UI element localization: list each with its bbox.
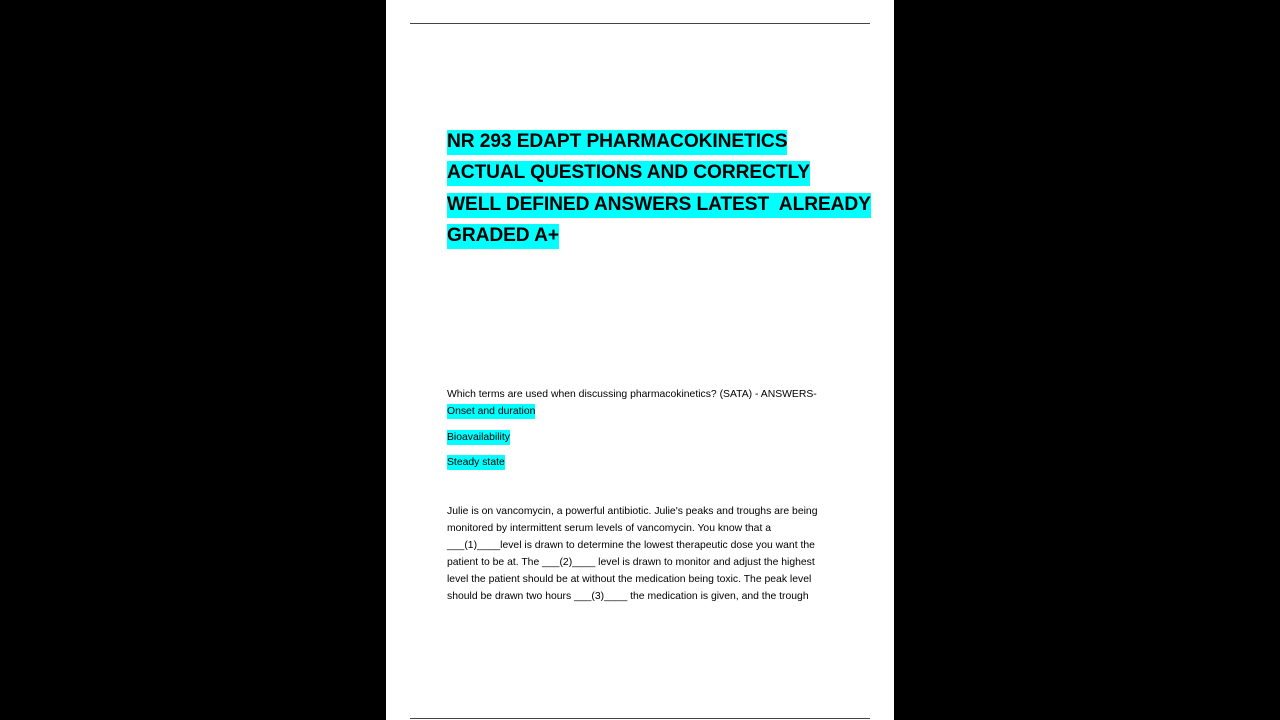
- question-1: [447, 386, 867, 480]
- footer-rule: [410, 718, 870, 719]
- question-2-line: should be drawn two hours ___(3)____ the medication is given, and the trough: [447, 590, 809, 602]
- document-page: [386, 0, 894, 720]
- answer-row: [447, 429, 867, 455]
- answer-onset-duration: Onset and duration: [447, 406, 536, 417]
- question-2-line: Julie is on vancomycin, a powerful antibiotic. Julie's peaks and troughs are being: [447, 506, 818, 517]
- title-line-1: NR 293 EDAPT PHARMACOKINETICS: [447, 126, 867, 157]
- question-2: [447, 504, 857, 605]
- header-rule: [410, 23, 870, 24]
- answer-bioavailability: Bioavailability: [447, 431, 510, 443]
- question-2-line: level the patient should be at without the medication being toxic. The peak level: [447, 573, 812, 585]
- answer-row: [447, 454, 867, 480]
- question-2-line: ___(1)____level is drawn to determine the lowest therapeutic dose you want the: [447, 539, 815, 551]
- title-line-4: GRADED A+: [447, 220, 867, 251]
- question-2-line: patient to be at. The ___(2)____ level is drawn to monitor and adjust the highest: [447, 556, 815, 568]
- answer-steady-state: Steady state: [447, 457, 505, 468]
- question-2-line: monitored by intermittent serum levels of vancomycin. You know that a: [447, 522, 772, 534]
- title-line-2: ACTUAL QUESTIONS AND CORRECTLY: [447, 157, 867, 188]
- title-line-3: WELL DEFINED ANSWERS LATEST ALREADY: [447, 189, 867, 220]
- answer-row: [447, 403, 867, 429]
- question-1-text: Which terms are used when discussing pharmacokinetics? (SATA) - ANSWERS-: [447, 389, 817, 400]
- document-title: [447, 126, 871, 251]
